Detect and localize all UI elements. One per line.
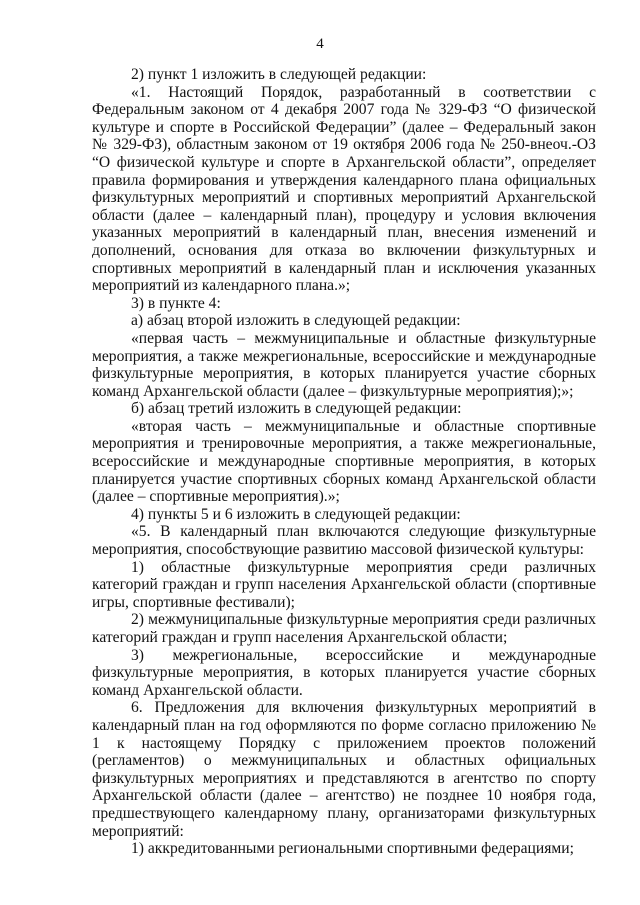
paragraph-clause-1-text: «1. Настоящий Порядок, разработанный в соответствии с Федеральным законом от 4 декабря 2007 года № 329-ФЗ “О физической культуре и спорте в Российской Федерации” (далее – Федеральный закон № 329-ФЗ), областным законом от 19 октября 2006 года № 250-внеоч.-ОЗ “О физической культуре и спорте в Архангельской области”, определяет правила формирования и утверждения календарного плана официальных физкультурных мероприятий и спортивных мероприятий Архангельской области (далее – календарный план), процедуру и условия включения указанных мероприятий в календарный план, внесения изменений и дополнений, основания для отказа во включении физкультурных и спортивных мероприятий в календарный план и исключения указанных мероприятий из календарного плана.»;: [92, 83, 596, 295]
paragraph-second-part-text: «вторая часть – межмуниципальные и областные спортивные мероприятия и тренировочные мероприятия, а также межрегиональные, всероссийские и международные спортивные мероприятия, в которых планируется участие спортивных сборных команд Архангельской области (далее – спортивные мероприятия).»;: [92, 417, 596, 506]
paragraph-clause-6-item-1: 1) аккредитованными региональными спортивными федерациями;: [131, 840, 574, 858]
paragraph-first-part-text: «первая часть – межмуниципальные и областные физкультурные мероприятия, а также межрегиональные, всероссийские и международные физкультурные мероприятия, в которых планируется участие сборных команд Архангельской области (далее – физкультурные мероприятия);»;: [92, 329, 596, 400]
paragraph-clause-5-item-3: 3) межрегиональные, всероссийские и международные физкультурные мероприятия, в которых планируется участие сборных команд Архангельской области.: [92, 646, 596, 699]
paragraph-item-2-heading: 2) пункт 1 изложить в следующей редакции:: [131, 66, 427, 83]
paragraph-clause-5-text: «5. В календарный план включаются следующие физкультурные мероприятия, способствующие развитию массовой физической культуры:: [92, 523, 596, 559]
page-number: 4: [316, 36, 324, 52]
document-body: [92, 66, 596, 858]
paragraph-clause-6-text: 6. Предложения для включения физкультурных мероприятий в календарный план на год оформляются по форме согласно приложению № 1 к настоящему Порядку с приложением проектов положений (регламентов) о межмуниципальных и областных официальных физкультурных мероприятиях и представляются в агентство по спорту Архангельской области (далее – агентство) не позднее 10 ноября года, предшествующего календарному плану, организаторами физкультурных мероприятий:: [92, 699, 596, 840]
paragraph-clause-5-item-1: 1) областные физкультурные мероприятия среди различных категорий граждан и групп населения Архангельской области (спортивные игры, спортивные фестивали);: [92, 558, 596, 611]
paragraph-item-4-heading: 4) пункты 5 и 6 изложить в следующей редакции:: [131, 505, 461, 523]
paragraph-clause-5-item-2: 2) межмуниципальные физкультурные мероприятия среди различных категорий граждан и групп населения Архангельской области;: [92, 611, 596, 646]
paragraph-item-3-heading: 3) в пункте 4:: [131, 294, 221, 312]
paragraph-subitem-b-heading: б) абзац третий изложить в следующей редакции:: [131, 400, 462, 418]
paragraph-subitem-a-heading: а) абзац второй изложить в следующей редакции:: [131, 312, 461, 330]
